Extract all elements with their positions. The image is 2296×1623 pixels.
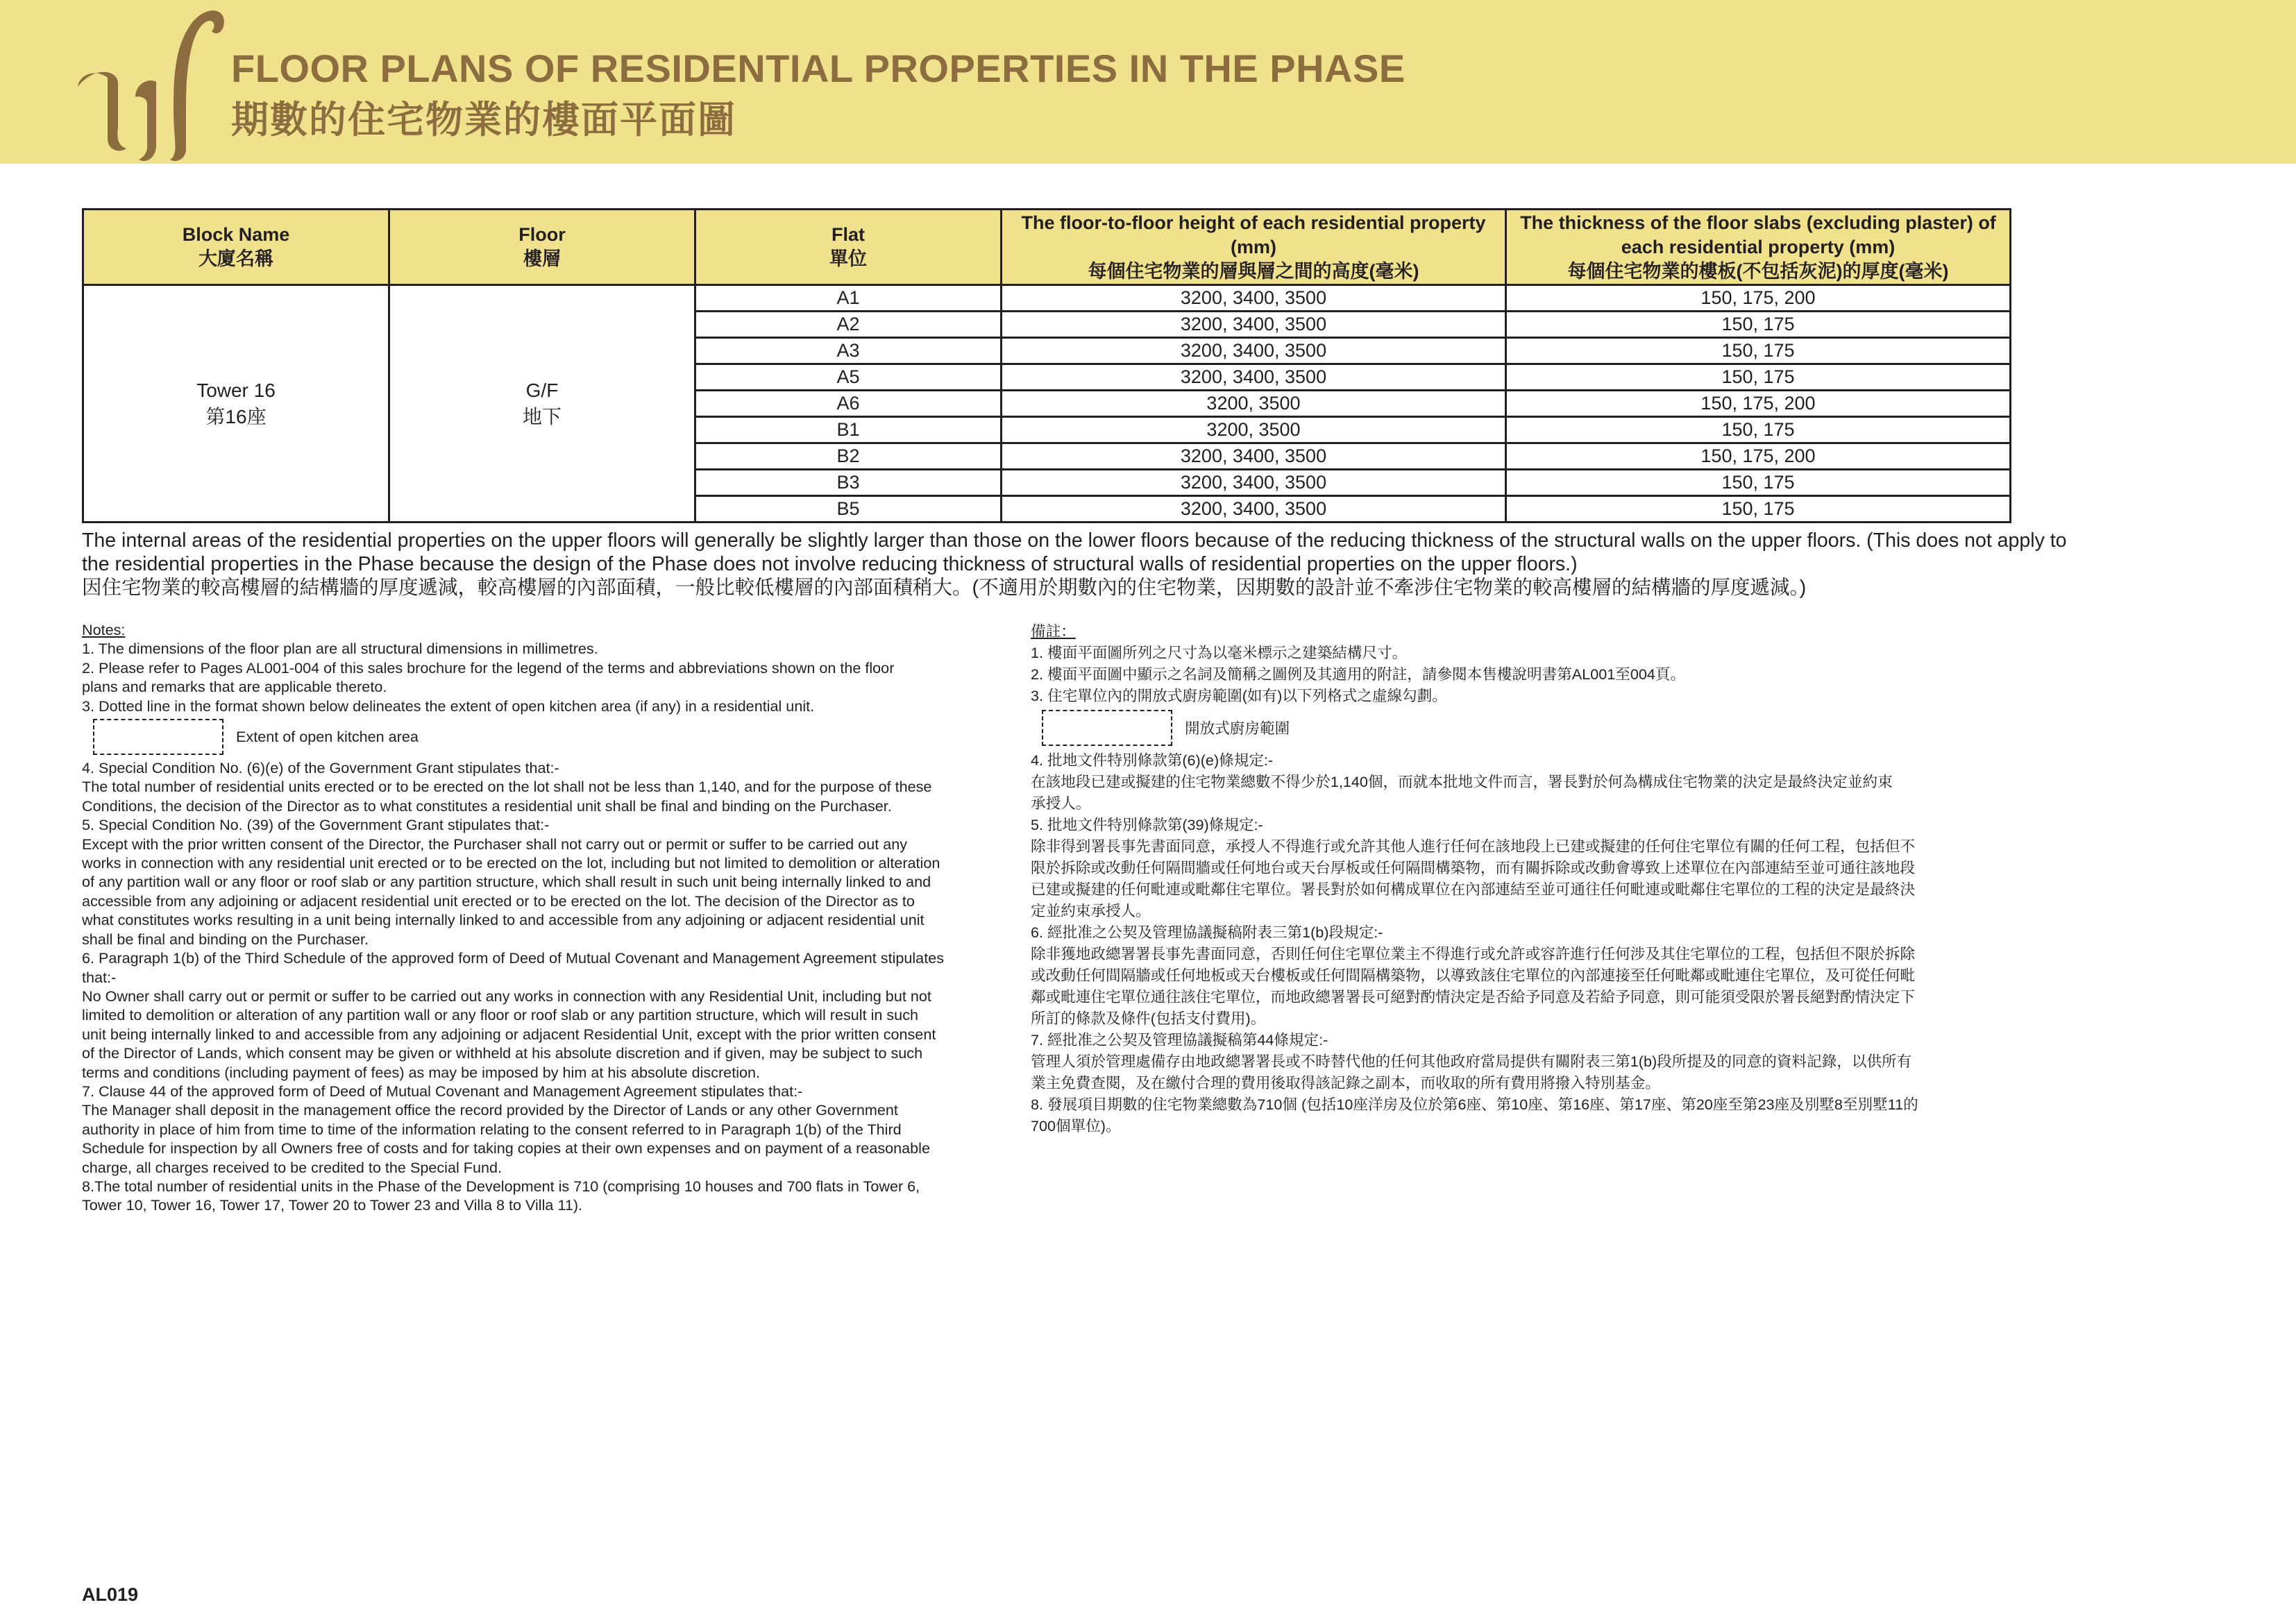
height-cell: 3200, 3400, 3500 [1002, 338, 1506, 364]
internal-area-statement [82, 529, 2067, 600]
table-header-row [83, 210, 2011, 285]
note-line: 限於拆除或改動任何隔間牆或任何地台或天台厚板或任何隔間構築物，而有關拆除或改動會導致上述單位在內部連結至並可通往該地段 [1031, 859, 1916, 876]
note-line: 6. Paragraph 1(b) of the Third Schedule of the approved form of Deed of Mutual Covenant and Management Agreement stipulates [82, 949, 944, 967]
note-line: Schedule for inspection by all Owners free of costs and for taking copies at their own expenses and on payment of a reasonable [82, 1139, 930, 1157]
header-block-name: Block Name 大廈名稱 [83, 210, 389, 285]
note-line: 已建或擬建的任何毗連或毗鄰住宅單位。署長對於如何構成單位在內部連結至並可通往任何毗連或毗鄰住宅單位的工程的決定是最終決 [1031, 881, 1916, 898]
note-line: accessible from any adjoining or adjacent residential unit erected or to be erected on the lot. The decision of the Director as to [82, 892, 915, 910]
dashed-box-icon [93, 719, 223, 755]
flat-cell: B3 [695, 470, 1002, 496]
note-line: 3. Dotted line in the format shown below delineates the extent of open kitchen area (if any) in a residential unit. [82, 697, 815, 715]
slab-cell: 150, 175 [1506, 417, 2011, 443]
note-line: 4. 批地文件特別條款第(6)(e)條規定:- [1031, 751, 1274, 769]
notes-en-before [82, 639, 1005, 715]
header-band [0, 0, 2296, 164]
note-line: 7. Clause 44 of the approved form of Deed of Mutual Covenant and Management Agreement stipulates that:- [82, 1082, 803, 1100]
note-line: 8. 發展項目期數的住宅物業總數為710個 (包括10座洋房及位於第6座、第10座、第16座、第17座、第20座至第23座及別墅8至別墅11的 [1031, 1096, 1918, 1113]
note-line: that:- [82, 968, 117, 986]
note-line: 承授人。 [1031, 794, 1091, 812]
note-line: of any partition wall or any floor or roof slab or any partition structure, which shall result in such unit being internally linked to and [82, 873, 931, 891]
note-line: what constitutes works resulting in a unit being internally linked to and accessible from any adjoining or adjacent residential unit [82, 911, 925, 929]
note-line: unit being internally linked to and accessible from any adjoining or adjacent Residential Unit, except with the prior written consent [82, 1025, 936, 1043]
note-line: 除非得到署長事先書面同意，承授人不得進行或允許其他人進行任何在該地段上已建或擬建的任何住宅單位有關的任何工程，包括但不 [1031, 838, 1916, 855]
header-floor: Floor 樓層 [389, 210, 695, 285]
note-line: No Owner shall carry out or permit or suffer to be carried out any works in connection with any Residential Unit, including but not [82, 987, 931, 1005]
note-line: 5. 批地文件特別條款第(39)條規定:- [1031, 816, 1263, 833]
flat-cell: A2 [695, 312, 1002, 338]
note-line: limited to demolition or alteration of any partition wall or any floor or roof slab or any partition structure, which will result in such [82, 1006, 919, 1024]
legend-label-zh: 開放式廚房範圍 [1185, 719, 1290, 737]
header-floor-height: The floor-to-floor height of each residential property (mm) 每個住宅物業的層與層之間的高度(毫米) [1002, 210, 1506, 285]
flat-cell: A5 [695, 364, 1002, 391]
note-line: 7. 經批准之公契及管理協議擬稿第44條規定:- [1031, 1031, 1328, 1048]
slab-cell: 150, 175 [1506, 338, 2011, 364]
block-name-cell: Tower 16 第16座 [83, 285, 389, 522]
flat-cell: A6 [695, 391, 1002, 417]
slab-cell: 150, 175 [1506, 312, 2011, 338]
flat-cell: A1 [695, 285, 1002, 312]
notes-chinese [1031, 620, 2009, 1137]
flat-cell: B2 [695, 443, 1002, 470]
slab-cell: 150, 175 [1506, 364, 2011, 391]
slab-cell: 150, 175 [1506, 496, 2011, 522]
intro-line-en-1: The internal areas of the residential properties on the upper floors will generally be slightly larger than those on the lower floors because of the reducing thickness of the structural walls on the upper floors. (This does not apply to [82, 529, 2067, 552]
intro-line-en-2: the residential properties in the Phase because the design of the Phase does not involve reducing thickness of structural walls of residential properties on the upper floors.) [82, 553, 1578, 575]
note-line: plans and remarks that are applicable thereto. [82, 678, 387, 696]
brand-logo-icon [69, 0, 229, 167]
note-line: terms and conditions (including payment of fees) as may be imposed by him at his absolute discretion. [82, 1063, 761, 1081]
slab-cell: 150, 175, 200 [1506, 443, 2011, 470]
note-line: 鄰或毗連住宅單位通往該住宅單位，而地政總署署長可絕對酌情決定是否給予同意及若給予同意，則可能須受限於署長絕對酌情決定下 [1031, 988, 1916, 1005]
note-line: 在該地段已建或擬建的住宅物業總數不得少於1,140個，而就本批地文件而言，署長對於何為構成住宅物業的決定是最終決定並約束 [1031, 773, 1893, 790]
note-line: Conditions, the decision of the Director as to what constitutes a residential unit shall be final and binding on the Purchaser. [82, 797, 892, 815]
page-title-zh: 期數的住宅物業的樓面平面圖 [231, 99, 736, 141]
note-line: 2. Please refer to Pages AL001-004 of this sales brochure for the legend of the terms and abbreviations shown on the floor [82, 658, 895, 677]
height-cell: 3200, 3400, 3500 [1002, 443, 1506, 470]
note-line: charge, all charges received to be credited to the Special Fund. [82, 1158, 502, 1176]
note-line: 或改動任何間隔牆或任何地板或天台樓板或任何間隔構築物，以導致該住宅單位的內部連接至任何毗鄰或毗連住宅單位，及可從任何毗 [1031, 967, 1916, 984]
note-line: 1. The dimensions of the floor plan are all structural dimensions in millimetres. [82, 640, 598, 658]
height-cell: 3200, 3400, 3500 [1002, 496, 1506, 522]
header-slab-thickness: The thickness of the floor slabs (excluding plaster) of each residential property (mm) 每個住宅物業的樓板(不包括灰泥)的厚度(毫米) [1506, 210, 2011, 285]
height-cell: 3200, 3400, 3500 [1002, 364, 1506, 391]
note-line: Except with the prior written consent of the Director, the Purchaser shall not carry out or permit or suffer to be carried out any [82, 835, 908, 853]
note-line: 6. 經批准之公契及管理協議擬稿附表三第1(b)段規定:- [1031, 924, 1383, 941]
legend-label: Extent of open kitchen area [236, 728, 419, 746]
open-kitchen-legend [82, 715, 1005, 758]
flat-cell: B5 [695, 496, 1002, 522]
height-cell: 3200, 3500 [1002, 417, 1506, 443]
height-cell: 3200, 3400, 3500 [1002, 470, 1506, 496]
note-line: 所訂的條款及條件(包括支付費用)。 [1031, 1010, 1266, 1027]
page-title: FLOOR PLANS OF RESIDENTIAL PROPERTIES IN THE PHASE [231, 46, 1406, 90]
note-line: 3. 住宅單位內的開放式廚房範圍(如有)以下列格式之虛線勾劃。 [1031, 687, 1447, 704]
note-line: works in connection with any residential unit erected or to be erected on the lot, including but not limited to demolition or alteration [82, 854, 940, 872]
open-kitchen-legend-zh [1031, 706, 2009, 749]
note-line: 1. 樓面平面圖所列之尺寸為以毫米標示之建築結構尺寸。 [1031, 644, 1408, 661]
note-line: of the Director of Lands, which consent may be given or withheld at his absolute discretion and if given, may be subject to such [82, 1044, 923, 1062]
note-line: The Manager shall deposit in the management office the record provided by the Director of Lands or any other Government [82, 1101, 898, 1119]
note-line: 700個單位)。 [1031, 1117, 1121, 1135]
dashed-box-icon [1042, 710, 1172, 746]
notes-zh-before [1031, 642, 2009, 706]
notes-english [82, 620, 1005, 1215]
notes-en-after [82, 758, 1005, 1215]
slab-cell: 150, 175, 200 [1506, 391, 2011, 417]
notes-heading-zh: 備註： [1031, 622, 1076, 640]
floor-cell: G/F 地下 [389, 285, 695, 522]
table-row [83, 285, 2011, 312]
note-line: Tower 10, Tower 16, Tower 17, Tower 20 to Tower 23 and Villa 8 to Villa 11). [82, 1196, 583, 1214]
note-line: The total number of residential units erected or to be erected on the lot shall not be less than 1,140, and for the purpose of these [82, 778, 932, 796]
note-line: 除非獲地政總署署長事先書面同意，否則任何住宅單位業主不得進行或允許或容許進行任何涉及其住宅單位的工程，包括但不限於拆除 [1031, 945, 1916, 962]
note-line: 2. 樓面平面圖中顯示之名詞及簡稱之圖例及其適用的附註，請參閱本售樓說明書第AL001至004頁。 [1031, 665, 1686, 683]
slab-cell: 150, 175, 200 [1506, 285, 2011, 312]
notes-heading: Notes: [82, 621, 126, 638]
note-line: authority in place of him from time to time of the information relating to the consent referred to in Paragraph 1(b) of the Third [82, 1120, 902, 1138]
height-cell: 3200, 3400, 3500 [1002, 285, 1506, 312]
intro-line-zh: 因住宅物業的較高樓層的結構牆的厚度遞減，較高樓層的內部面積，一般比較低樓層的內部面積稍大。(不適用於期數內的住宅物業，因期數的設計並不牽涉住宅物業的較高樓層的結構牆的厚度遞減。) [82, 577, 1807, 599]
note-line: 8.The total number of residential units in the Phase of the Development is 710 (comprising 10 houses and 700 flats in Tower 6, [82, 1177, 920, 1195]
note-line: 5. Special Condition No. (39) of the Government Grant stipulates that:- [82, 816, 550, 834]
note-line: 管理人須於管理處備存由地政總署署長或不時替代他的任何其他政府當局提供有關附表三第1(b)段所提及的同意的資料記錄，以供所有 [1031, 1053, 1912, 1070]
floor-height-table [82, 208, 2011, 523]
note-line: 業主免費查閱，及在繳付合理的費用後取得該記錄之副本，而收取的所有費用將撥入特別基金。 [1031, 1074, 1660, 1091]
note-line: 4. Special Condition No. (6)(e) of the Government Grant stipulates that:- [82, 759, 559, 777]
height-cell: 3200, 3500 [1002, 391, 1506, 417]
header-flat: Flat 單位 [695, 210, 1002, 285]
note-line: shall be final and binding on the Purchaser. [82, 930, 369, 948]
slab-cell: 150, 175 [1506, 470, 2011, 496]
flat-cell: A3 [695, 338, 1002, 364]
height-cell: 3200, 3400, 3500 [1002, 312, 1506, 338]
notes-zh-after [1031, 749, 2009, 1137]
page-number: AL019 [82, 1584, 139, 1605]
note-line: 定並約束承授人。 [1031, 902, 1151, 919]
flat-cell: B1 [695, 417, 1002, 443]
